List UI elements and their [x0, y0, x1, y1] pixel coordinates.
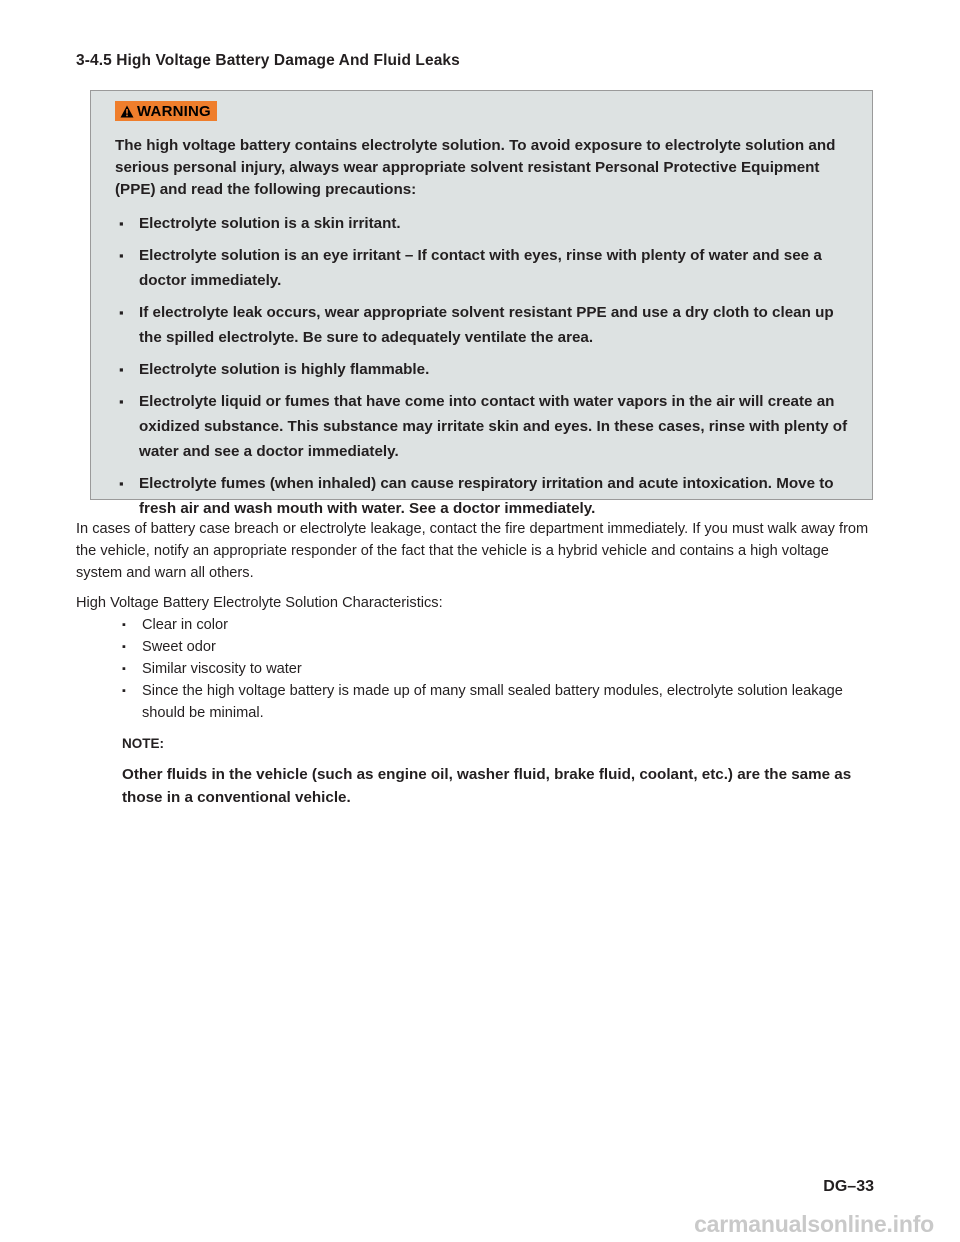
characteristic-item: ▪ Sweet odor: [122, 636, 874, 658]
characteristics-heading: High Voltage Battery Electrolyte Solution Characteristics:: [76, 595, 443, 611]
warning-badge: [115, 101, 217, 121]
warning-item: ▪ Electrolyte fumes (when inhaled) can cause respiratory irritation and acute intoxication. Move to fresh air and wash mouth with water. See a doctor immediately.: [115, 471, 848, 521]
characteristic-item: ▪ Since the high voltage battery is made up of many small sealed battery modules, electrolyte solution leakage should be minimal.: [122, 680, 874, 724]
page-number: DG–33: [823, 1178, 874, 1195]
warning-badge-label: WARNING: [137, 103, 211, 120]
characteristic-item: ▪ Clear in color: [122, 614, 874, 636]
warning-triangle-icon: [120, 105, 134, 118]
breach-paragraph: In cases of battery case breach or electrolyte leakage, contact the fire department immediately. If you must walk away from the vehicle, notify an appropriate responder of the fact that the vehicle is a hybrid vehicle and contains a high voltage system and warn all others.: [76, 521, 869, 581]
section-heading: 3-4.5 High Voltage Battery Damage And Fluid Leaks: [76, 52, 460, 69]
warning-list: [115, 211, 848, 521]
warning-item: ▪ If electrolyte leak occurs, wear appropriate solvent resistant PPE and use a dry cloth to clean up the spilled electrolyte. Be sure to adequately ventilate the area.: [115, 300, 848, 350]
warning-intro: The high voltage battery contains electrolyte solution. To avoid exposure to electrolyte solution and serious personal injury, always wear appropriate solvent resistant Personal Protective Equipment (PPE) and read the following precautions:: [115, 137, 836, 198]
warning-box: [90, 90, 873, 517]
characteristics-list: [122, 614, 874, 724]
warning-item: ▪ Electrolyte solution is a skin irritant.: [115, 211, 848, 236]
watermark: carmanualsonline.info: [694, 1211, 934, 1237]
warning-item: ▪ Electrolyte solution is an eye irritant – If contact with eyes, rinse with plenty of water and see a doctor immediately.: [115, 243, 848, 293]
note-label: NOTE:: [122, 736, 164, 751]
characteristic-item: ▪ Similar viscosity to water: [122, 658, 874, 680]
warning-item: ▪ Electrolyte liquid or fumes that have come into contact with water vapors in the air will create an oxidized substance. This substance may irritate skin and eyes. In these cases, rinse with plenty of water and see a doctor immediately.: [115, 389, 848, 464]
note-text: Other fluids in the vehicle (such as engine oil, washer fluid, brake fluid, coolant, etc.) are the same as those in a conventional vehicle.: [122, 766, 852, 806]
warning-item: ▪ Electrolyte solution is highly flammable.: [115, 357, 848, 382]
